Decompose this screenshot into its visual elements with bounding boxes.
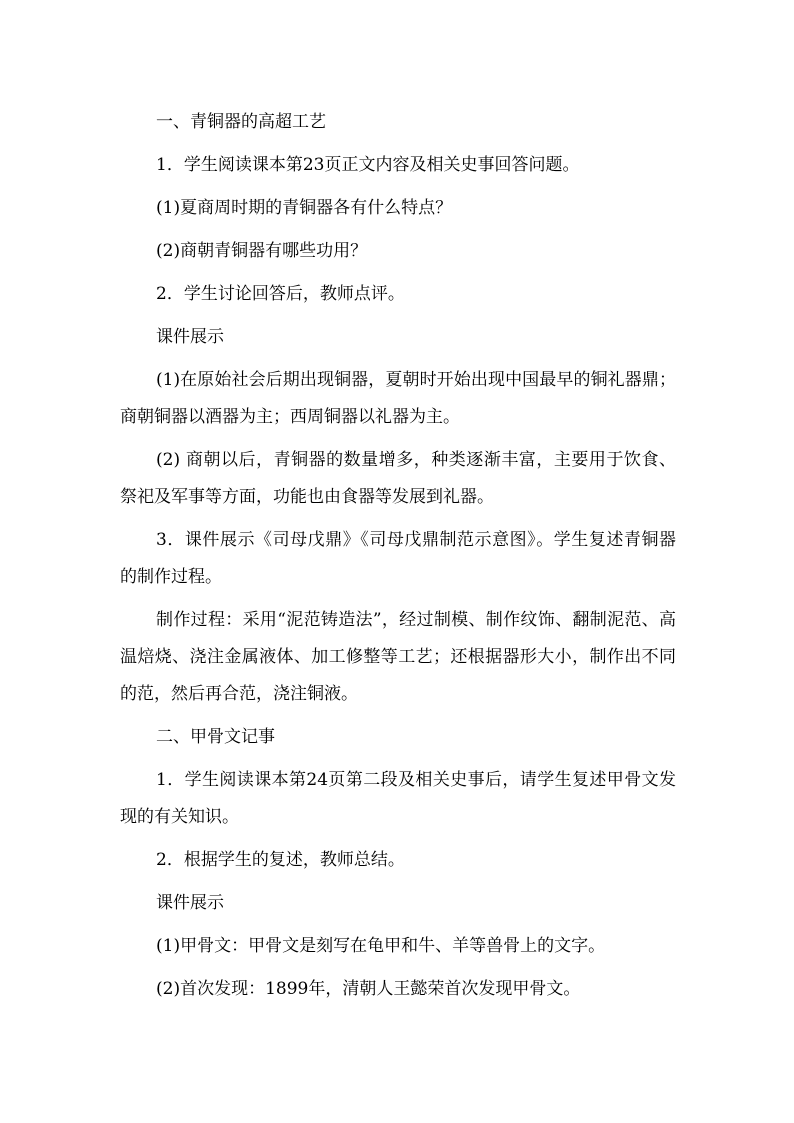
section-heading-oracle: 二、甲骨文记事 [156,727,275,747]
paragraph-point-1: (1)在原始社会后期出现铜器，夏朝时开始出现中国最早的铜礼器鼎；商朝铜器以酒器为主；西周铜器以礼器为主。 [120,370,676,427]
paragraph-question-2: (2)商朝青铜器有哪些功用？ [156,241,368,261]
paragraph-point-2: (2) 商朝以后，青铜器的数量增多，种类逐渐丰富，主要用于饮食、祭祀及军事等方面，功能也由食器等发展到礼器。 [120,450,676,507]
paragraph-question-1: (1)夏商周时期的青铜器各有什么特点？ [156,198,453,218]
paragraph-task-2: 2．学生讨论回答后，教师点评。 [156,284,405,304]
paragraph-task-3: 3．课件展示《司母戊鼎》《司母戊鼎制范示意图》。学生复述青铜器的制作过程。 [120,530,676,587]
document-body [120,104,676,1014]
paragraph-oracle-task-1: 1．学生阅读课本第24页第二段及相关史事后，请学生复述甲骨文发现的有关知识。 [120,770,676,827]
paragraph-process: 制作过程：采用“泥范铸造法”，经过制模、制作纹饰、翻制泥范、高温焙烧、浇注金属液体、加工修整等工艺；还根据器形大小，制作出不同的范，然后再合范，浇注铜液。 [120,610,676,704]
section-heading-bronze: 一、青铜器的高超工艺 [156,112,326,132]
paragraph-task-1: 1．学生阅读课本第23页正文内容及相关史事回答问题。 [156,155,580,175]
paragraph-oracle-point-2: (2)首次发现：1899年，清朝人王懿荣首次发现甲骨文。 [156,979,581,999]
courseware-label: 课件展示 [156,327,224,347]
paragraph-oracle-point-1: (1)甲骨文：甲骨文是刻写在龟甲和牛、羊等兽骨上的文字。 [156,936,606,956]
courseware-label-2: 课件展示 [156,893,224,913]
paragraph-oracle-task-2: 2．根据学生的复述，教师总结。 [156,850,405,870]
